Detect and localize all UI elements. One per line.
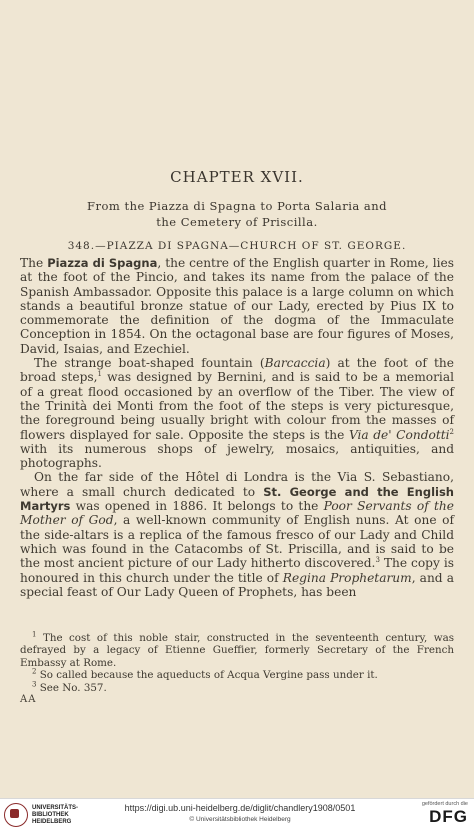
footnote-text: See No. 357. — [36, 681, 107, 694]
footnote-1 — [20, 632, 454, 669]
dfg-logo[interactable] — [398, 801, 468, 826]
footnote-ref: 2 — [449, 427, 454, 436]
copyright-notice: © Universitätsbibliothek Heidelberg — [189, 816, 291, 823]
logo-text-line: BIBLIOTHEK — [32, 811, 69, 818]
printer-signature: AA — [20, 694, 37, 706]
footnote-number: 3 — [32, 680, 37, 689]
footnote-text: So called because the aqueducts of Acqua Vergine pass under it. — [36, 669, 378, 682]
paragraph-3 — [20, 470, 454, 599]
seal-icon — [4, 803, 28, 827]
logo-text-line: HEIDELBERG — [32, 818, 72, 825]
funded-by-label: gefördert durch die — [421, 801, 468, 807]
chapter-subtitle-line1: From the Piazza di Spagna to Porta Salaria and — [86, 199, 388, 213]
text: was designed by Bernini, and is said to be a memorial of a great flood occasioned by an overflow of the Tiber. The view of the Trinità dei Monti from the foot of the steps is very picturesque, the foreground being usually bright with colour from the masses of flowers displayed for sale. Opposite the steps is the — [20, 370, 454, 442]
bold-term: Piazza di Spagna — [47, 256, 158, 270]
logo-text — [32, 805, 78, 826]
body-text — [20, 256, 454, 599]
section-heading: 348.—PIAZZA DI SPAGNA—CHURCH OF ST. GEORGE. — [67, 240, 407, 252]
footnote-number: 1 — [32, 630, 37, 639]
italic-term: Regina Prophetarum — [282, 570, 412, 585]
footnote-ref: 3 — [375, 556, 380, 565]
permalink-url[interactable]: https://digi.ub.uni-heidelberg.de/diglit/chandlery1908/0501 — [124, 803, 356, 813]
footnote-text: The cost of this noble stair, constructed in the seventeenth century, was defrayed by a legacy of Etienne Gueffier, formerly Secretary of the French Embassy at Rome. — [20, 632, 454, 669]
paragraph-2 — [20, 356, 454, 470]
text: The strange boat-shaped fountain ( — [34, 356, 265, 371]
chapter-heading: CHAPTER XVII. — [170, 168, 304, 186]
footnote-2 — [20, 669, 454, 681]
text: The copy is honoured in this church under the title of — [20, 556, 454, 585]
paragraph-1 — [20, 256, 454, 356]
bold-term: St. George and the English Martyrs — [20, 484, 454, 514]
dfg-wordmark: DFG — [429, 807, 468, 826]
text: , a well-known community of English nuns. At one of the side-altars is a replica of the famous fresco of our Lady and Child which was found in the Catacombs of St. Priscilla, and is said to be the most ancient picture of our Lady hitherto discovered. — [20, 513, 455, 571]
text: with its numerous shops of jewelry, mosaics, antiquities, and photographs. — [20, 441, 454, 471]
text: , and a special feast of Our Lady Queen of Prophets, has been — [20, 570, 454, 599]
university-library-logo[interactable] — [4, 802, 94, 828]
text: On the far side of the Hôtel di Londra is the Via S. Sebastiano, where a small church dedicated to — [20, 470, 454, 499]
viewer-footer — [0, 798, 474, 831]
italic-term: Via de' Condotti — [348, 427, 450, 442]
footnote-ref: 1 — [97, 370, 102, 379]
footnote-3 — [20, 682, 454, 694]
text: The — [20, 256, 48, 270]
footnotes — [20, 632, 454, 706]
text: , the centre of the English quarter in Rome, lies at the foot of the Pincio, and takes its name from the palace of the Spanish Ambassador. Opposite this palace is a large column on which stands a beautiful bronze statue of our Lady, erected by Pius IX to commemorate the definition of the dogma of the Immaculate Conception in 1854. On the octagonal base are four figures of Moses, David, Isaias, and Ezechiel. — [20, 256, 454, 356]
chapter-subtitle-line2: the Cemetery of Priscilla. — [156, 215, 318, 229]
text: was opened in 1886. It belongs to the — [70, 499, 324, 514]
footnote-number: 2 — [32, 667, 37, 676]
italic-term: Poor Servants of the Mother of God — [20, 499, 454, 528]
text: ) at the foot of the broad steps, — [20, 356, 454, 385]
logo-text-line: UNIVERSITÄTS- — [32, 804, 79, 811]
italic-term: Barcaccia — [264, 356, 326, 371]
